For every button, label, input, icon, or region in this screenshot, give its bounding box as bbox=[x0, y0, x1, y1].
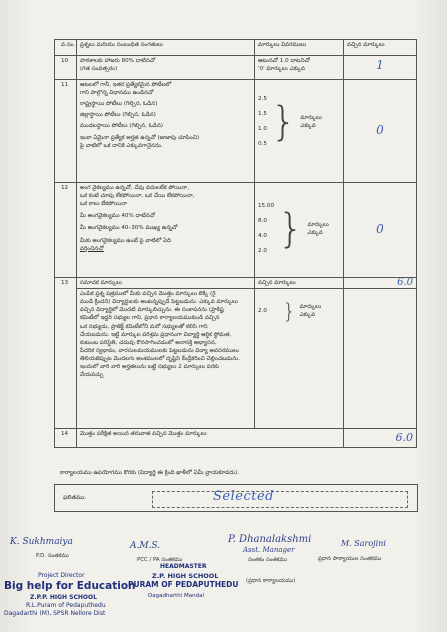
marks-note bbox=[300, 303, 321, 319]
stamp-line: PURAM OF PEDAPUTHEDU bbox=[128, 580, 239, 589]
marks-table bbox=[54, 39, 417, 448]
table-row bbox=[55, 183, 417, 278]
row-sno: 10 bbox=[55, 56, 77, 80]
row-body bbox=[77, 289, 254, 380]
pd-caption: P.D. సంతకము bbox=[36, 553, 69, 559]
row-line: పాఠశాలకు హాజరు 80% దాటినచో bbox=[80, 58, 156, 64]
marks-note-line: ఎక్కువ bbox=[300, 122, 316, 129]
row-line: మొత్తం పరీక్షిత అయిన తరువాత వచ్చిన మొత్తం మార్కులు bbox=[80, 431, 207, 437]
marks-line: '0' మార్కులు ఎక్కువ bbox=[258, 66, 306, 73]
hm-signature: P. Dhanalakshmi bbox=[228, 534, 312, 545]
table-header-row bbox=[55, 40, 417, 56]
row-line: ఒక కాలు లేకపోయినా bbox=[80, 201, 127, 208]
result-box bbox=[54, 484, 418, 512]
stamp-line: HEADMASTER bbox=[160, 563, 207, 570]
marks-value: 0.5 bbox=[258, 141, 267, 148]
row-marks bbox=[255, 80, 344, 183]
marks-values bbox=[258, 202, 274, 255]
awarded-header bbox=[344, 278, 416, 289]
marks-note-line: మార్కులు bbox=[299, 304, 322, 310]
table-row bbox=[55, 429, 417, 448]
header-question: ప్రశ్నలు మరియు సంబంధిత సంగతులు bbox=[77, 40, 255, 56]
marks-value: 15.00 bbox=[258, 203, 275, 209]
marks-value: 1.0 bbox=[258, 126, 267, 133]
marks-note-line: ఎక్కువ bbox=[299, 312, 316, 319]
row-line: జిల్లాస్థాయి పోటీలు (గెల్చిన, ఓడిన) bbox=[80, 112, 156, 119]
table-row bbox=[55, 80, 417, 183]
row-line: ఒక కంటి చూపు లేకపోయినా, ఒక చేయి లేకపోయినా, bbox=[80, 193, 195, 200]
row-line: (గత సంవత్సరం) bbox=[80, 66, 118, 73]
pcc-signature: A.M.S. bbox=[130, 541, 161, 551]
marks-value: 2.0 bbox=[258, 308, 267, 315]
stamp-line: Dagadharthi Mandal bbox=[148, 593, 204, 599]
stamp-line: Dagadarthi (M), SPSR Nellore Dist bbox=[4, 610, 106, 617]
header-marks-desc: మార్కులు వివరములు bbox=[255, 40, 344, 56]
header-awarded: వచ్చిన మార్కులు bbox=[344, 40, 417, 56]
row-marks bbox=[255, 56, 344, 80]
row-line: మీ అంగవైకల్యము 40% దాటినచో bbox=[80, 213, 155, 220]
row-question bbox=[77, 56, 255, 80]
marks-header: వచ్చిన మార్కులు bbox=[255, 278, 343, 289]
row-question bbox=[77, 429, 344, 448]
row-line: వర్తించినచో bbox=[80, 245, 104, 252]
row-line: మండి క్రిందని) విద్యార్థులకు అంటన్నప్పుడే పెట్టబడును. ఎక్కువ మార్కులు bbox=[80, 299, 238, 306]
awarded-value: 6.0 bbox=[397, 277, 413, 288]
header-sno: వ.సం. bbox=[55, 40, 77, 56]
row-line: చేయబడును. ఇట్టి మార్కుల పరిశ్రమ ప్రధానంగా విద్యార్థి ఆర్థిక స్థోమత, bbox=[80, 331, 232, 338]
row-sno: 13 bbox=[55, 278, 77, 429]
awarded-value: 1 bbox=[376, 58, 384, 72]
row-line: మీ అంగవైకల్యము 40–30% ముఖ్య ఉన్నచో bbox=[80, 225, 178, 232]
marks-group bbox=[258, 202, 340, 255]
row-question bbox=[77, 183, 255, 278]
row-line: ఎంపిక ప్రశ్న పత్రములో మీకు వచ్చిన మొత్తం మార్కులు లెక్కి (రై bbox=[80, 291, 216, 298]
row-line: ఇందులో వారి వారి అర్హతలును బట్టి సభ్యులు 2 మార్కులు వరకు bbox=[80, 364, 219, 371]
stamp-line: Big help for Education bbox=[4, 580, 136, 592]
marks-note bbox=[307, 221, 328, 237]
pd-signature: K. Sukhmaiya bbox=[10, 537, 73, 547]
result-value: Selected bbox=[213, 489, 274, 504]
result-label: ఫలితము: bbox=[63, 495, 86, 501]
row-title: సమాచక మార్కులు bbox=[77, 278, 254, 289]
row-sno: 14 bbox=[55, 429, 77, 448]
marks-line: ఆటునచో 1.0 దాటనిచో bbox=[258, 58, 310, 64]
row-line: మండలస్థాయి పోటీలు (గెల్చిన, ఓడిన) bbox=[80, 123, 163, 130]
brace-icon: } bbox=[282, 299, 296, 324]
office-caption: (ప్రధాన కార్యాలయము) bbox=[246, 578, 296, 584]
stamp-line: Z.P. HIGH SCHOOL bbox=[152, 572, 219, 580]
awarded-value: 0 bbox=[376, 222, 384, 237]
marks-group bbox=[258, 95, 340, 148]
row-marks bbox=[255, 183, 344, 278]
row-line: అంగ వైకల్యము ఉన్నచో, చేపు వదులలేక పోయినా, bbox=[80, 185, 189, 191]
row-line: ఇంకా ఏమైనా ప్రత్యేక అర్హత ఉన్నచో (జుజాపు చూపించి) bbox=[80, 134, 200, 141]
brace-icon: } bbox=[270, 98, 297, 145]
marks-value: 2.0 bbox=[258, 248, 267, 255]
row-line: తెలియజెప్పుట మొదలగు అంశములలో దృష్టిని కేంద్రీకరించి చెల్లించబడును. bbox=[80, 355, 240, 362]
table-row bbox=[55, 56, 417, 80]
row-line: పై వాటిలో ఒక దానికి ఎక్కువగానైనను. bbox=[80, 142, 163, 149]
marks-group bbox=[255, 289, 343, 324]
hm-caption: సంతకం సంతకము bbox=[248, 557, 288, 563]
row-line: వచ్చిన విద్యార్థిలో మొదటి మార్కులిచ్చును. ఈ సంకాపనను (ప్రాకిష్ట bbox=[80, 307, 224, 314]
row-marks bbox=[255, 278, 344, 429]
mr-caption: ప్రధాన పాఠ్యాయుల సంతకము bbox=[318, 556, 382, 562]
row-awarded bbox=[344, 278, 417, 429]
marks-value: 8.0 bbox=[258, 218, 267, 225]
marks-value: 1.5 bbox=[258, 111, 267, 118]
row-sno: 11 bbox=[55, 80, 77, 183]
row-line: కుటుంబ పరిస్థితి, చదువు కొనసాగించడంలో అనాసక్తి అభ్యాసన, bbox=[80, 339, 217, 346]
row-awarded bbox=[344, 80, 417, 183]
row-question bbox=[77, 80, 255, 183]
row-line: ఒక సభ్యుడు, ప్రాజెక్ట్ కమిటీలోని మరో సభ్యులతో కలిసి గాని bbox=[80, 323, 208, 330]
table-row bbox=[55, 278, 417, 429]
row-line: పేదరిక స్వభావం, వారసులమయములకు పెట్టబడును విద్యా అవసరములు bbox=[80, 347, 239, 354]
marks-value: 4.0 bbox=[258, 233, 267, 240]
row-awarded bbox=[344, 429, 417, 448]
office-note: కార్యాలయము ఉపయోగము కొరకు (విద్యార్థి ఈ క్రింది ఖాళీలో ఏమీ వ్రాయకూడదు). bbox=[60, 470, 240, 476]
marks-note bbox=[300, 114, 321, 130]
row-line: కమిటీలో ఇద్దరి సభ్యుల గాని, ప్రధాన కార్యాలయముకుండి వచ్చిన bbox=[80, 315, 220, 322]
marks-values bbox=[258, 95, 267, 148]
row-awarded bbox=[344, 183, 417, 278]
brace-icon: } bbox=[278, 205, 304, 252]
row-line: రాష్ట్రస్థాయి పోటీలు (గెల్చిన, ఓడిన) bbox=[80, 101, 158, 108]
row-line: మీకు అంగవైకల్యము ఉంటే పై వాటిలో ఏది bbox=[80, 237, 171, 244]
pcc-caption: PCC / PA సంతకము bbox=[137, 557, 183, 563]
row-awarded bbox=[344, 56, 417, 80]
stamp-line: R.L.Puram of Pedaputhedu bbox=[26, 602, 106, 609]
awarded-value: 0 bbox=[376, 123, 384, 138]
row-sno: 12 bbox=[55, 183, 77, 278]
awarded-value: 6.0 bbox=[395, 431, 413, 444]
marks-value: 2.5 bbox=[258, 96, 267, 102]
stamp-line: Project Director bbox=[38, 572, 85, 579]
mr-signature: M. Sarojini bbox=[341, 539, 386, 548]
stamp-line: Z.P.P. HIGH SCHOOL bbox=[30, 594, 97, 601]
row-line: వేయవచ్చు bbox=[80, 372, 104, 379]
row-line: గాని పాల్గొన్న విధానము ఉండినచో bbox=[80, 90, 154, 97]
marks-note-line: ఎక్కువ bbox=[307, 229, 323, 236]
marks-note-line: మార్కులు bbox=[307, 221, 329, 228]
marks-note-line: మార్కులు bbox=[300, 114, 322, 121]
hm-title: Asst. Manager bbox=[243, 546, 295, 554]
result-field bbox=[152, 491, 408, 508]
row-line: ఆటలలో గానీ, ఇతర ప్రత్యేకమైన పోటీలలో bbox=[80, 82, 172, 88]
row-question bbox=[77, 278, 255, 429]
